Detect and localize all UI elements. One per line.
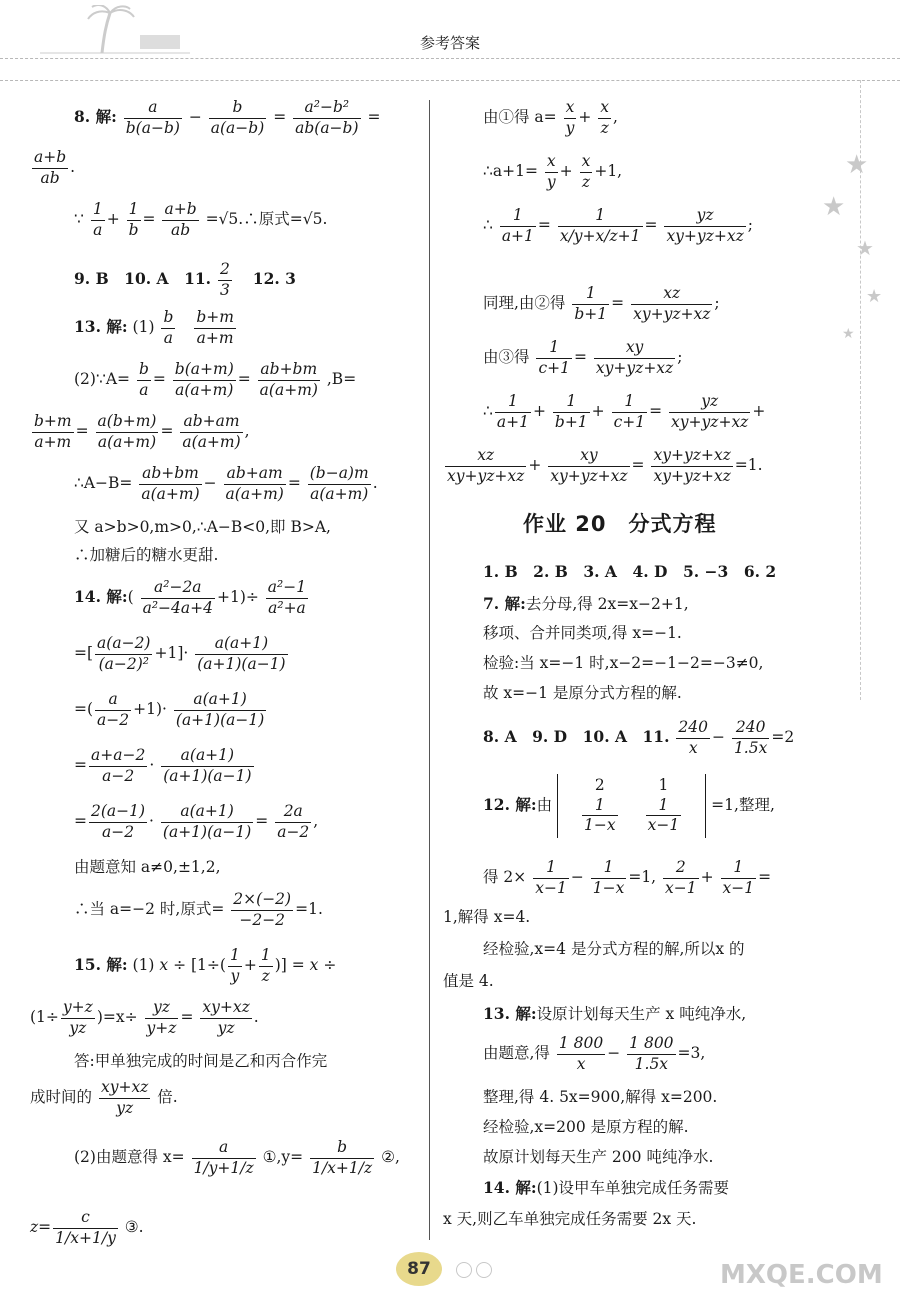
q12-answer: 12. 3 <box>252 269 296 288</box>
r-line-2: ∴a+1= $\frac{x}{y}$ + $\frac{x}{z}$ +1, <box>483 152 623 191</box>
s20-q12-1 <box>483 774 775 838</box>
determinant: 2 1 $\frac{1}{1-x}$ $\frac{1}{x-1}$ <box>557 774 706 838</box>
q13-b-def: ,B= <box>326 370 357 388</box>
s20-q7-3: 检验:当 x=−1 时,x−2=−1−2=−3≠0, <box>483 654 764 672</box>
q13-line-5: 又 a>b>0,m>0,∴A−B<0,即 B>A, <box>74 518 331 536</box>
q14-line-6: 由题意知 a≠0,±1,2, <box>74 858 221 876</box>
s20-q13-5: 故原计划每天生产 200 吨纯净水. <box>483 1148 714 1166</box>
q15-part2: (2)由题意得 x= <box>74 1148 185 1166</box>
s20-q12-5: 值是 4. <box>443 972 494 990</box>
q8-result-frac: $\frac{a+b}{ab}$ . <box>34 148 76 187</box>
q14r-label: 14. 解: <box>483 1178 537 1197</box>
q8-line-2: ∵ $\frac{1}{a}$ + $\frac{1}{b}$ = $\frac{a+b}{ab}$ =√5.∴原式=√5. <box>74 200 328 239</box>
q15-answer-2a: 成时间的 <box>30 1088 93 1106</box>
r4: 同理,由②得 <box>483 294 566 312</box>
q14-when: ∴当 a=−2 时,原式= <box>74 900 225 918</box>
star-icon: ★ <box>845 150 869 180</box>
q13r-step2: 由题意,得 <box>483 1044 550 1062</box>
header-divider-2 <box>0 80 900 81</box>
q9-11-answers: 9. B 10. A 11. <box>74 269 212 288</box>
q13-part1: (1) <box>132 318 155 336</box>
s20-q14-1 <box>483 1180 729 1197</box>
s20-q8-11: 8. A 9. D 10. A 11. $\frac{240}{x}$ − $\frac{240}{1.5x}$ =2 <box>483 718 795 757</box>
q13r-label: 13. 解: <box>483 1004 537 1023</box>
q14-line-4: = $\frac{a+a-2}{a-2}$ · $\frac{a(a+1)}{(a+1)(a-1)}$ <box>74 746 252 785</box>
r-line-5: 由③得 $\frac{1}{c+1}$ = $\frac{xy}{xy+yz+xz}$ ; <box>483 338 683 377</box>
q14-line-3: =( $\frac{a}{a-2}$ +1)· $\frac{a(a+1)}{(a+1)(a-1)}$ <box>74 690 265 729</box>
q8-line: 8. 解: $\frac{a}{b(a-b)}$ − $\frac{b}{a(a-b)}$ = $\frac{\text{a²−b²}}{ab(a-b)}$ = <box>74 98 381 137</box>
q13-line-2: (2)∵A= $\frac{b}{a}$ = $\frac{b(a+m)}{a(a+m)}$ = $\frac{ab+bm}{a(a+m)}$ ,B= <box>74 360 357 399</box>
s20-q13-3: 整理,得 4. 5x=900,解得 x=200. <box>483 1088 718 1106</box>
s20-q7-4: 故 x=−1 是原分式方程的解. <box>483 684 682 702</box>
q15-answer-2b: 倍. <box>157 1088 178 1106</box>
page-number: 87 <box>396 1252 442 1286</box>
s20-q1-6: 1. B 2. B 3. A 4. D 5. −3 6. 2 <box>483 562 777 581</box>
q15-line-3: (2)由题意得 x= $\frac{a}{1/y+1/z}$ ①,y= $\frac{b}{1/x+1/z}$ ②, <box>74 1138 400 1177</box>
q7-step1: 去分母,得 2x=x−2+1, <box>525 595 689 613</box>
deco-circle <box>456 1262 472 1278</box>
column-divider <box>429 100 430 1240</box>
q14-label: 14. 解: <box>74 587 128 606</box>
q14-line-7: ∴当 a=−2 时,原式= $\frac{2\times(-2)}{-2-2}$ =1. <box>74 890 323 929</box>
q15-c2: ②, <box>381 1148 400 1166</box>
q15-answer-2: 成时间的 $\frac{xy+xz}{yz}$ 倍. <box>30 1078 178 1117</box>
s20-q13-1 <box>483 1006 746 1023</box>
r-line-6: ∴ $\frac{1}{a+1}$ + $\frac{1}{b+1}$ + $\frac{1}{c+1}$ = $\frac{yz}{xy+yz+xz}$ + <box>483 392 766 431</box>
q12-a: 由 <box>536 795 553 814</box>
s20-q13-4: 经检验,x=200 是原方程的解. <box>483 1118 689 1136</box>
star-icon: ★ <box>842 326 855 342</box>
q15-label: 15. 解: <box>74 955 128 974</box>
section-title: 作业 20 分式方程 <box>523 512 717 536</box>
header-title: 参考答案 <box>419 34 480 52</box>
r1: 由①得 a= <box>483 108 557 126</box>
q15-line-2: (1÷ $\frac{y+z}{yz}$ )=x÷ $\frac{yz}{y+z}$ = $\frac{xy+xz}{yz}$ . <box>30 998 259 1037</box>
q14-line-1: 14. 解:( $\frac{\text{a²−2a}}{\text{a²−4a+4}}$ +1)÷ $\frac{\text{a²−1}}{\text{a²+a}}$ <box>74 578 307 617</box>
q8-conclusion: =√5.∴原式=√5. <box>205 210 328 228</box>
s20-q7-2: 移项、合并同类项,得 x=−1. <box>483 624 682 642</box>
s20-q7-1 <box>483 596 689 613</box>
q13-line-4: ∴A−B= $\frac{ab+bm}{a(a+m)}$ − $\frac{ab+am}{a(a+m)}$ = $\frac{(b-a)m}{a(a+m)}$ . <box>74 464 378 503</box>
because: ∵ <box>74 210 84 228</box>
q13-line-3: $\frac{b+m}{a+m}$ = $\frac{a(b+m)}{a(a+m)}$ = $\frac{ab+am}{a(a+m)}$ , <box>34 412 250 451</box>
watermark-text: MXQE.COM <box>720 1260 883 1290</box>
s20-q12-3: 1,解得 x=4. <box>443 908 531 926</box>
q15-line-4: z= $\frac{c}{1/x+1/y}$ ③. <box>30 1208 144 1247</box>
q13-line-6: ∴加糖后的糖水更甜. <box>74 546 219 564</box>
r2: ∴a+1= <box>483 162 538 180</box>
q15-line-1: 15. 解: (1) x ÷ [1÷( $\frac{1}{y}$ + $\frac{1}{z}$ )] = x ÷ <box>74 946 337 985</box>
q13-diff: ∴A−B= <box>74 474 133 492</box>
star-icon: ★ <box>866 286 883 307</box>
r-line-3: ∴ $\frac{1}{a+1}$ = $\frac{1}{x/y+x/z+1}$ = $\frac{yz}{xy+yz+xz}$ ; <box>483 206 753 245</box>
r-line-1: 由①得 a= $\frac{x}{y}$ + $\frac{x}{z}$ , <box>483 98 618 137</box>
star-icon: ★ <box>822 192 846 222</box>
q7-label: 7. 解: <box>483 594 526 613</box>
q15-c1: ①,y= <box>262 1148 304 1166</box>
s20-q13-2: 由题意,得 $\frac{1 800}{x}$ − $\frac{1 800}{1.5x}$ =3, <box>483 1034 706 1073</box>
q13-label: 13. 解: <box>74 317 128 336</box>
q13-part2: (2)∵A= <box>74 370 130 388</box>
q12-label: 12. 解: <box>483 794 537 814</box>
q8-label: 8. 解: <box>74 107 117 126</box>
q15-c3: ③. <box>124 1218 144 1236</box>
r5: 由③得 <box>483 348 530 366</box>
q14-line-5: = $\frac{2(a-1)}{a-2}$ · $\frac{a(a+1)}{(a+1)(a-1)}$ = $\frac{2a}{a-2}$ , <box>74 802 319 841</box>
r3: ∴ <box>483 216 493 234</box>
r-line-7: $\frac{xz}{xy+yz+xz}$ + $\frac{xy}{xy+yz+xz}$ = $\frac{xy+yz+xz}{xy+yz+xz}$ =1. <box>447 446 763 485</box>
q13r-step1: 设原计划每天生产 x 吨纯净水, <box>536 1005 747 1023</box>
header-divider <box>0 58 900 59</box>
q12-c: 得 2× <box>483 868 527 886</box>
q13-line-1: 13. 解: (1) $\frac{b}{a}$ $\frac{b+m}{a+m}$ <box>74 308 234 347</box>
q15-answer-1: 答:甲单独完成的时间是乙和丙合作完 <box>74 1052 328 1070</box>
q8-11-answers: 8. A 9. D 10. A 11. <box>483 727 670 746</box>
s20-q12-4: 经检验,x=4 是分式方程的解,所以x 的 <box>483 940 745 958</box>
q14r-step1: (1)设甲车单独完成任务需要 <box>536 1179 730 1197</box>
s20-q12-2: 得 2× $\frac{1}{x-1}$ − $\frac{1}{1-x}$ =1, $\frac{2}{x-1}$ + $\frac{1}{x-1}$ = <box>483 858 772 897</box>
r-line-4: 同理,由②得 $\frac{1}{b+1}$ = $\frac{xz}{xy+yz+xz}$ ; <box>483 284 720 323</box>
q14-line-2: =[ $\frac{a(a-2)}{\text{(a−2)²}}$ +1]· $\frac{a(a+1)}{(a+1)(a-1)}$ <box>74 634 286 673</box>
s20-q14-2: x 天,则乙车单独完成任务需要 2x 天. <box>443 1210 697 1228</box>
q9-12-line: 9. B 10. A 11. $\frac{2}{3}$ 12. 3 <box>74 260 296 299</box>
q12-b: =1,整理, <box>711 795 775 814</box>
deco-circle <box>476 1262 492 1278</box>
star-icon: ★ <box>856 236 874 260</box>
